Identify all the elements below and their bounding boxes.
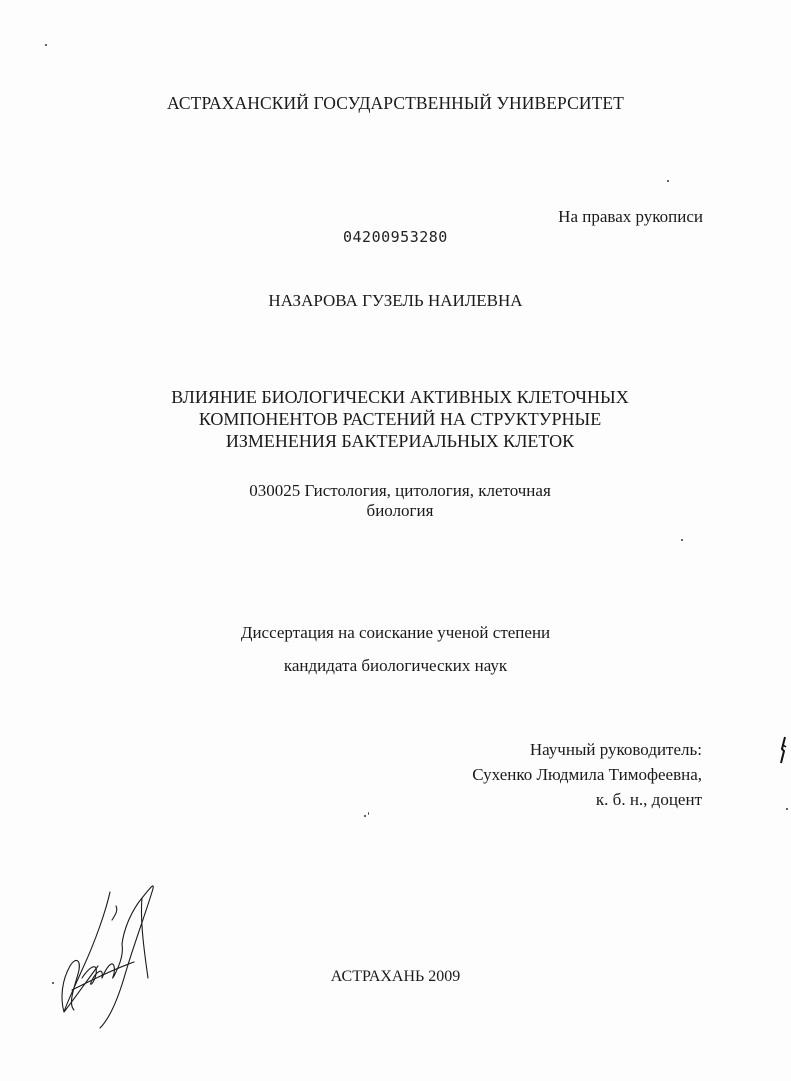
- signature-icon: [52, 870, 172, 1030]
- scan-speck: [45, 44, 47, 46]
- thesis-title: [100, 386, 700, 452]
- supervisor-degree: к. б. н., доцент: [595, 790, 702, 809]
- scan-speck: [364, 815, 366, 817]
- city-year: АСТРАХАНЬ 2009: [330, 968, 461, 985]
- university-name: АСТРАХАНСКИЙ ГОСУДАРСТВЕННЫЙ УНИВЕРСИТЕТ: [167, 93, 624, 113]
- author-name: НАЗАРОВА ГУЗЕЛЬ НАИЛЕВНА: [268, 291, 523, 310]
- specialty: [230, 481, 570, 521]
- degree-line: кандидата биологических наук: [283, 656, 508, 675]
- rights-note: На правах рукописи: [558, 207, 703, 226]
- scan-speck: [667, 180, 669, 182]
- thesis-title-line: КОМПОНЕНТОВ РАСТЕНИЙ НА СТРУКТУРНЫЕ: [198, 409, 602, 429]
- supervisor-name: Сухенко Людмила Тимофеевна,: [472, 765, 702, 784]
- specialty-line: 030025 Гистология, цитология, клеточная: [249, 481, 551, 500]
- specialty-line: биология: [366, 501, 434, 520]
- degree-line: Диссертация на соискание ученой степени: [240, 623, 551, 642]
- thesis-title-line: ВЛИЯНИЕ БИОЛОГИЧЕСКИ АКТИВНЫХ КЛЕТОЧНЫХ: [171, 387, 629, 407]
- scan-speck: [786, 808, 788, 810]
- supervisor-label: Научный руководитель:: [529, 740, 702, 759]
- scan-speck: [681, 539, 683, 541]
- scan-speck: [368, 812, 369, 815]
- margin-mark-icon: [778, 735, 788, 765]
- library-stamp-code: 04200953280: [343, 228, 448, 246]
- supervisor-block: [472, 737, 702, 812]
- thesis-title-line: ИЗМЕНЕНИЯ БАКТЕРИАЛЬНЫХ КЛЕТОК: [225, 431, 575, 451]
